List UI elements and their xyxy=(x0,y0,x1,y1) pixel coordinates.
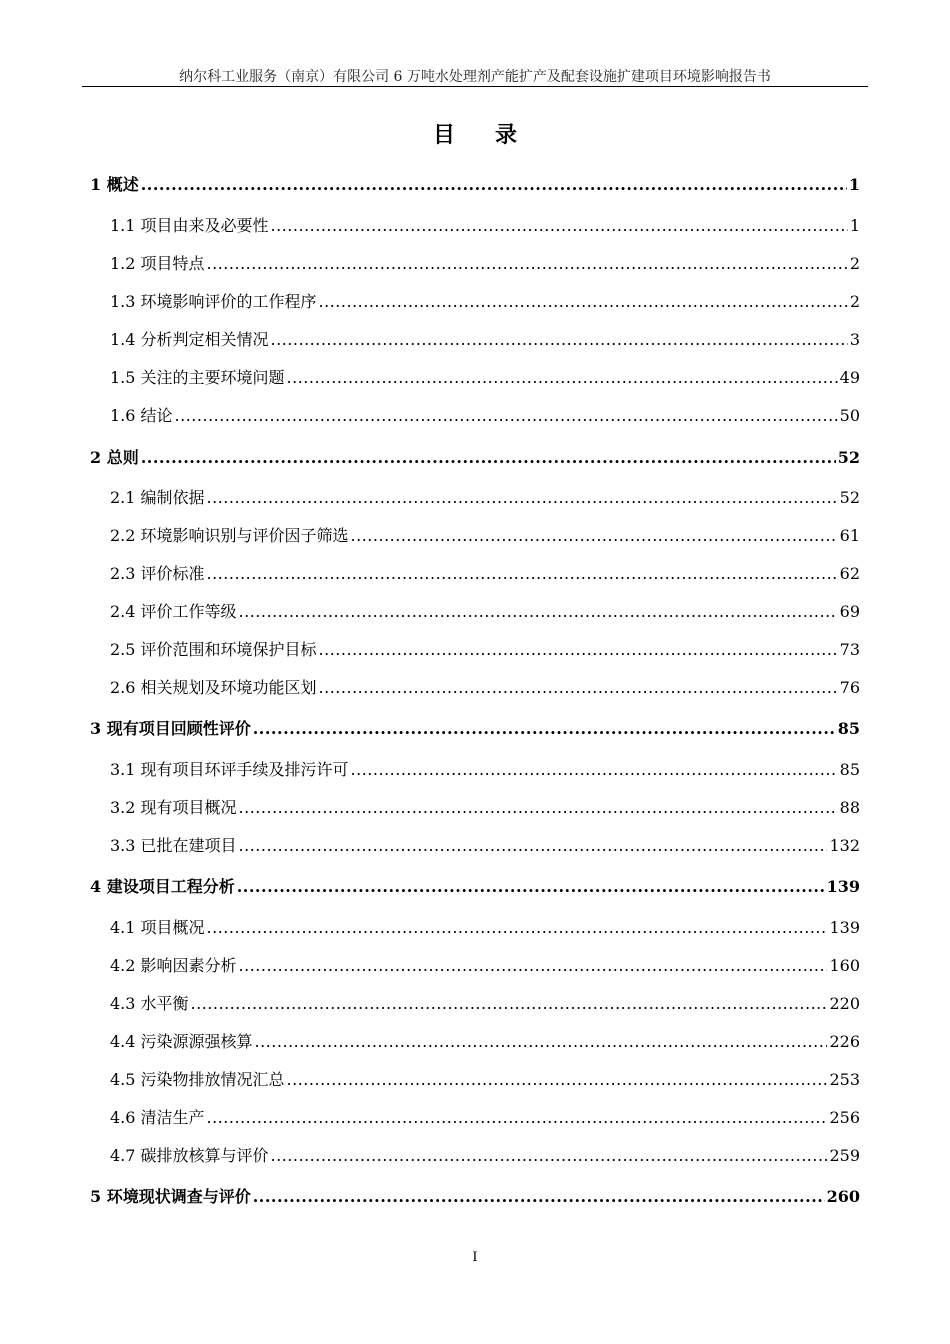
toc-entry[interactable] xyxy=(110,1143,860,1167)
toc-entry[interactable] xyxy=(90,716,860,740)
dot-leader xyxy=(319,640,838,656)
toc-entry-label: 4.5 污染物排放情况汇总 xyxy=(110,1070,285,1089)
dot-leader xyxy=(175,406,838,422)
toc-entry-label: 2.4 评价工作等级 xyxy=(110,602,237,621)
toc-entry[interactable] xyxy=(90,445,860,469)
toc-entry-page: 132 xyxy=(829,836,860,855)
dot-leader xyxy=(141,448,836,464)
toc-entry-page: 52 xyxy=(837,448,860,467)
toc-entry-label: 3.1 现有项目环评手续及排污许可 xyxy=(110,760,349,779)
toc-entry-page: 253 xyxy=(829,1070,860,1089)
toc-entry-label: 2 总则 xyxy=(90,448,139,467)
toc-entry[interactable] xyxy=(110,953,860,977)
document-header: 纳尔科工业服务（南京）有限公司 6 万吨水处理剂产能扩产及配套设施扩建项目环境影响报告书 xyxy=(179,69,771,85)
toc-entry-page: 260 xyxy=(826,1187,860,1206)
dot-leader xyxy=(239,836,828,852)
toc-entry-label: 4.4 污染源源强核算 xyxy=(110,1032,253,1051)
dot-leader xyxy=(287,1070,828,1086)
dot-leader xyxy=(239,798,838,814)
toc-entry[interactable] xyxy=(110,675,860,699)
dot-leader xyxy=(271,1146,828,1162)
toc-entry-page: 1 xyxy=(848,175,860,194)
toc-entry-page: 160 xyxy=(829,956,860,975)
toc-entry-label: 1.6 结论 xyxy=(110,406,173,425)
toc-entry-label: 2.5 评价范围和环境保护目标 xyxy=(110,640,317,659)
toc-entry-label: 4.2 影响因素分析 xyxy=(110,956,237,975)
dot-leader xyxy=(271,330,848,346)
toc-entry[interactable] xyxy=(110,561,860,585)
toc-entry-label: 4.6 清洁生产 xyxy=(110,1108,205,1127)
toc-entry[interactable] xyxy=(110,1029,860,1053)
toc-entry[interactable] xyxy=(110,991,860,1015)
dot-leader xyxy=(207,564,838,580)
toc-entry-page: 88 xyxy=(839,798,860,817)
dot-leader xyxy=(207,488,838,504)
toc-entry[interactable] xyxy=(110,523,860,547)
toc-entry-label: 3.3 已批在建项目 xyxy=(110,836,237,855)
toc-entry-page: 2 xyxy=(849,254,860,273)
toc-entry-label: 4 建设项目工程分析 xyxy=(90,877,235,896)
toc-entry-label: 1.1 项目由来及必要性 xyxy=(110,216,269,235)
toc-entry-label: 4.1 项目概况 xyxy=(110,918,205,937)
toc-entry-label: 4.7 碳排放核算与评价 xyxy=(110,1146,269,1165)
toc-entry[interactable] xyxy=(110,327,860,351)
toc-entry[interactable] xyxy=(110,1105,860,1129)
toc-entry[interactable] xyxy=(110,833,860,857)
toc-entry-page: 2 xyxy=(849,292,860,311)
toc-entry-page: 69 xyxy=(839,602,860,621)
toc-entry[interactable] xyxy=(110,1067,860,1091)
toc-entry[interactable] xyxy=(110,637,860,661)
toc-entry[interactable] xyxy=(110,915,860,939)
toc-entry[interactable] xyxy=(110,213,860,237)
toc-entry-page: 226 xyxy=(829,1032,860,1051)
toc-entry-label: 3.2 现有项目概况 xyxy=(110,798,237,817)
dot-leader xyxy=(253,719,836,735)
dot-leader xyxy=(237,877,825,893)
toc-entry-label: 1 概述 xyxy=(90,175,139,194)
dot-leader xyxy=(319,678,838,694)
dot-leader xyxy=(271,216,848,232)
toc-entry-label: 1.3 环境影响评价的工作程序 xyxy=(110,292,317,311)
toc-entry-page: 49 xyxy=(839,368,860,387)
toc-entry[interactable] xyxy=(110,365,860,389)
dot-leader xyxy=(207,1108,828,1124)
toc-entry[interactable] xyxy=(110,599,860,623)
toc-entry-page: 73 xyxy=(839,640,860,659)
dot-leader xyxy=(239,956,828,972)
dot-leader xyxy=(239,602,838,618)
toc-entry-page: 85 xyxy=(839,760,860,779)
page-number: I xyxy=(472,1250,478,1265)
dot-leader xyxy=(287,368,838,384)
toc-entry-label: 5 环境现状调查与评价 xyxy=(90,1187,251,1206)
toc-entry-page: 259 xyxy=(829,1146,860,1165)
dot-leader xyxy=(141,175,847,191)
toc-entry[interactable] xyxy=(110,251,860,275)
toc-entry[interactable] xyxy=(90,172,860,196)
dot-leader xyxy=(253,1187,825,1203)
toc-entry[interactable] xyxy=(90,874,860,898)
toc-entry-page: 220 xyxy=(829,994,860,1013)
dot-leader xyxy=(207,254,848,270)
toc-entry-page: 62 xyxy=(839,564,860,583)
toc-entry-label: 2.3 评价标准 xyxy=(110,564,205,583)
toc-entry[interactable] xyxy=(110,289,860,313)
dot-leader xyxy=(207,918,828,934)
toc-entry-page: 85 xyxy=(837,719,860,738)
dot-leader xyxy=(255,1032,828,1048)
toc-entry-page: 256 xyxy=(829,1108,860,1127)
toc-entry[interactable] xyxy=(110,795,860,819)
toc-entry[interactable] xyxy=(90,1184,860,1208)
toc-entry-page: 139 xyxy=(826,877,860,896)
toc-entry-label: 3 现有项目回顾性评价 xyxy=(90,719,251,738)
toc-entry-label: 2.6 相关规划及环境功能区划 xyxy=(110,678,317,697)
toc-entry-page: 50 xyxy=(839,406,860,425)
dot-leader xyxy=(319,292,848,308)
toc-entry-page: 3 xyxy=(849,330,860,349)
dot-leader xyxy=(351,760,838,776)
toc-entry-page: 1 xyxy=(849,216,860,235)
dot-leader xyxy=(191,994,828,1010)
toc-entry-label: 2.2 环境影响识别与评价因子筛选 xyxy=(110,526,349,545)
toc-entry-label: 2.1 编制依据 xyxy=(110,488,205,507)
toc-entry-label: 1.5 关注的主要环境问题 xyxy=(110,368,285,387)
toc-entry[interactable] xyxy=(110,485,860,509)
toc-entry[interactable] xyxy=(110,757,860,781)
toc-entry-label: 1.4 分析判定相关情况 xyxy=(110,330,269,349)
toc-entry-page: 52 xyxy=(839,488,860,507)
dot-leader xyxy=(351,526,838,542)
page-title: 目录 xyxy=(432,122,557,148)
toc-entry-page: 139 xyxy=(829,918,860,937)
toc-entry[interactable] xyxy=(110,403,860,427)
toc-entry-label: 4.3 水平衡 xyxy=(110,994,189,1013)
toc-entry-page: 76 xyxy=(839,678,860,697)
toc-entry-label: 1.2 项目特点 xyxy=(110,254,205,273)
toc-entry-page: 61 xyxy=(839,526,860,545)
